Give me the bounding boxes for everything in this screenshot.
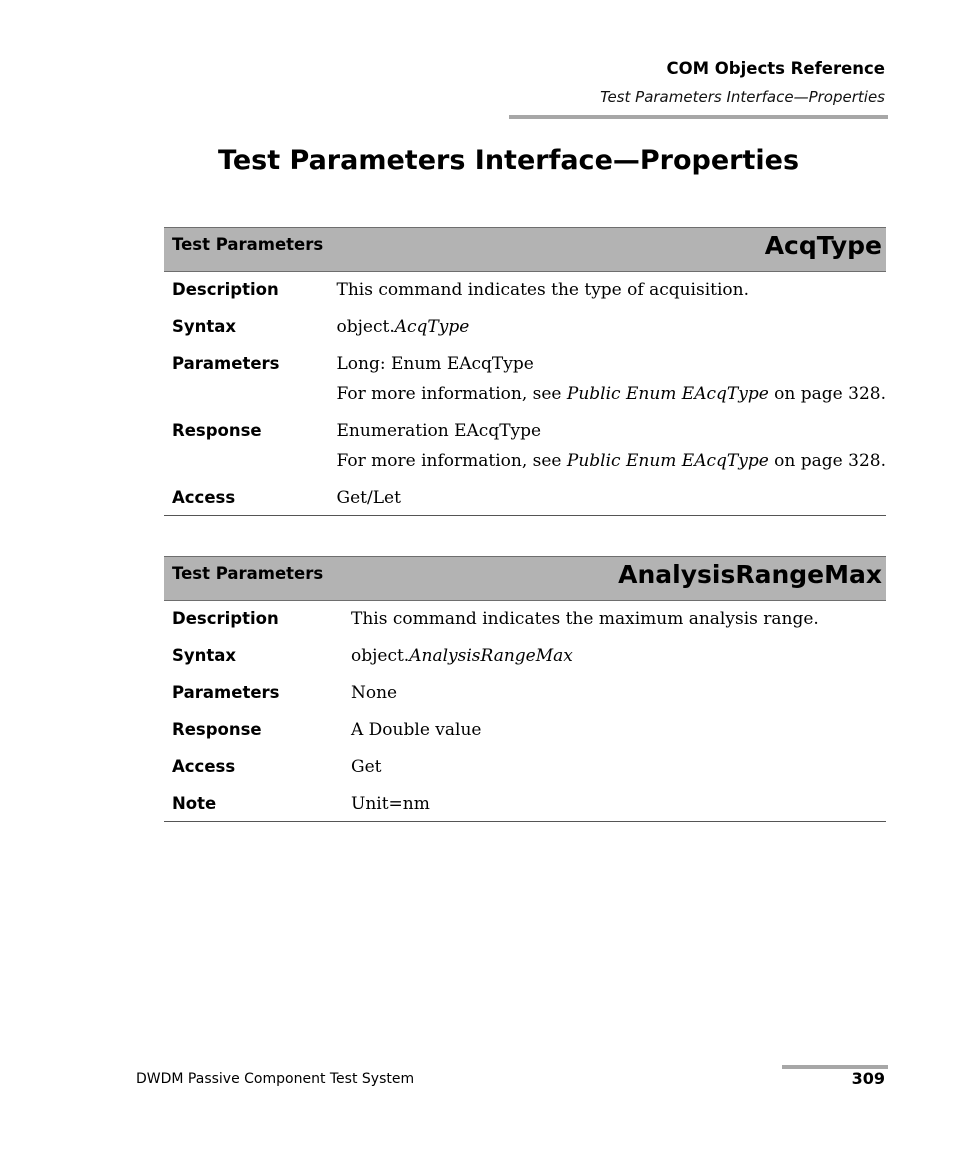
running-header-title: COM Objects Reference (666, 59, 885, 78)
table-row (164, 272, 886, 306)
command-name: AcqType (328, 228, 886, 272)
category-label: Test Parameters (164, 557, 342, 601)
parameters-value: None (351, 683, 398, 703)
analysisrangemax-table (164, 556, 886, 822)
description-label: Description (172, 609, 279, 628)
page-number: 309 (851, 1069, 885, 1088)
access-label: Access (172, 757, 236, 776)
table-row (164, 782, 886, 822)
cross-reference-link[interactable]: Public Enum EAcqType (566, 451, 769, 471)
syntax-value: object.AcqType (336, 317, 470, 337)
table-row (164, 671, 886, 708)
footer-document-title: DWDM Passive Component Test System (136, 1071, 415, 1087)
syntax-label: Syntax (172, 317, 237, 336)
syntax-label: Syntax (172, 646, 237, 665)
table-row (164, 708, 886, 745)
table-row (164, 409, 886, 476)
description-value: This command indicates the maximum analysis range. (351, 609, 819, 629)
table-row (164, 745, 886, 782)
cross-reference-link[interactable]: Public Enum EAcqType (566, 384, 769, 404)
acqtype-table (164, 227, 886, 516)
parameters-label: Parameters (172, 683, 280, 702)
syntax-value: object.AnalysisRangeMax (351, 646, 573, 666)
access-value: Get/Let (328, 476, 886, 516)
response-value: Enumeration EAcqType For more information, see Public Enum EAcqType on page 328. (336, 421, 886, 471)
table-row (164, 342, 886, 409)
table-row (164, 601, 886, 635)
note-value: Unit=nm (342, 782, 886, 822)
response-value: A Double value (351, 720, 482, 740)
response-label: Response (172, 720, 262, 739)
running-header-subtitle: Test Parameters Interface—Properties (600, 88, 885, 106)
table-row (164, 476, 886, 516)
command-name: AnalysisRangeMax (342, 557, 886, 601)
category-label: Test Parameters (164, 228, 328, 272)
note-label: Note (164, 782, 342, 822)
access-value: Get (351, 757, 382, 777)
table-row (164, 634, 886, 671)
parameters-label: Parameters (172, 354, 280, 373)
response-label: Response (172, 421, 262, 440)
header-rule (509, 115, 888, 119)
page-title: Test Parameters Interface—Properties (218, 145, 800, 176)
description-label: Description (172, 280, 279, 299)
parameters-value: Long: Enum EAcqType For more information, see Public Enum EAcqType on page 328. (336, 354, 886, 404)
access-label: Access (164, 476, 328, 516)
table-header-row (164, 228, 886, 272)
description-value: This command indicates the type of acquisition. (336, 280, 750, 300)
table-header-row (164, 557, 886, 601)
table-row (164, 305, 886, 342)
